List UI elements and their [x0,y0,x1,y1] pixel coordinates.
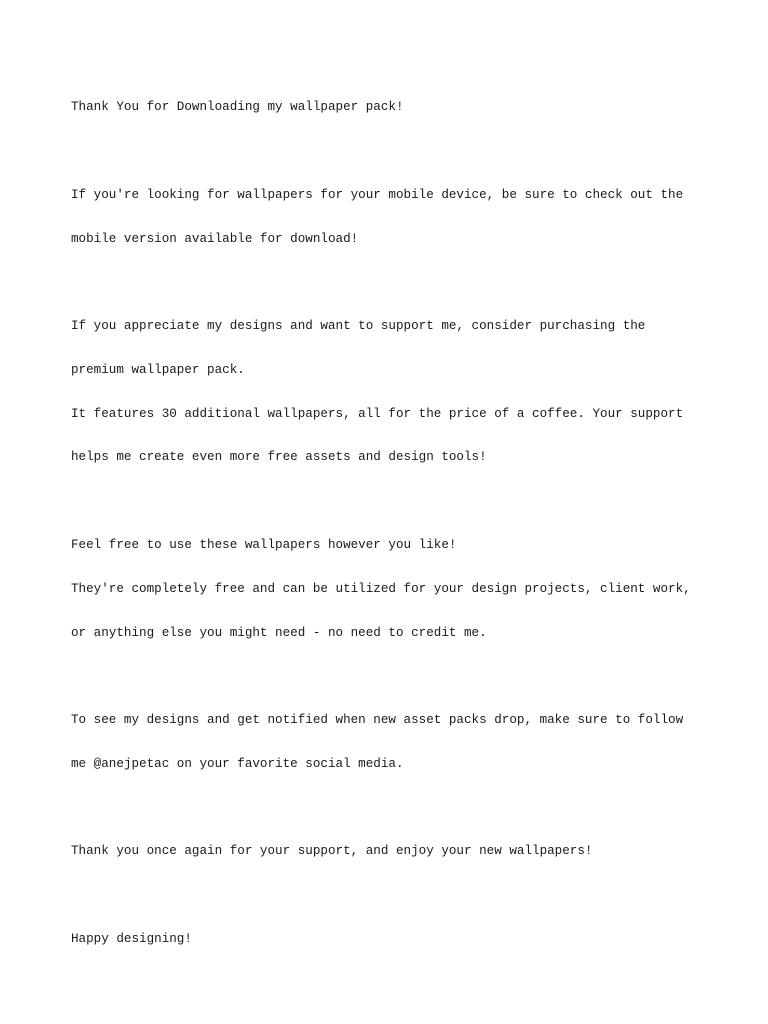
paragraph-thank-you [71,71,711,144]
text-line: Thank you once again for your support, and enjoy your new wallpapers! [71,844,593,859]
paragraph-thanks-again [71,815,711,888]
text-line: or anything else you might need - no need to credit me. [71,625,487,640]
text-line: If you appreciate my designs and want to support me, consider purchasing the [71,319,646,334]
text-line: Feel free to use these wallpapers however you like! [71,538,457,552]
text-line: They're completely free and can be utilized for your design projects, client work, [71,581,691,596]
text-line: To see my designs and get notified when new asset packs drop, make sure to follow [71,713,684,728]
text-line: helps me create even more free assets and design tools! [71,450,487,465]
text-line: me @anejpetac on your favorite social media. [71,756,404,771]
paragraph-usage-license [71,509,711,670]
text-line: If you're looking for wallpapers for your mobile device, be sure to check out the [71,187,684,202]
text-line: It features 30 additional wallpapers, all for the price of a coffee. Your support [71,406,684,421]
paragraph-premium-pack [71,290,711,494]
document-body [71,71,711,990]
paragraph-sign-off [71,903,711,976]
text-line: mobile version available for download! [71,231,359,246]
paragraph-mobile-version [71,159,711,276]
text-line: Thank You for Downloading my wallpaper pack! [71,100,404,115]
text-line: premium wallpaper pack. [71,362,245,377]
text-line: Happy designing! [71,932,192,947]
paragraph-social-follow [71,684,711,801]
